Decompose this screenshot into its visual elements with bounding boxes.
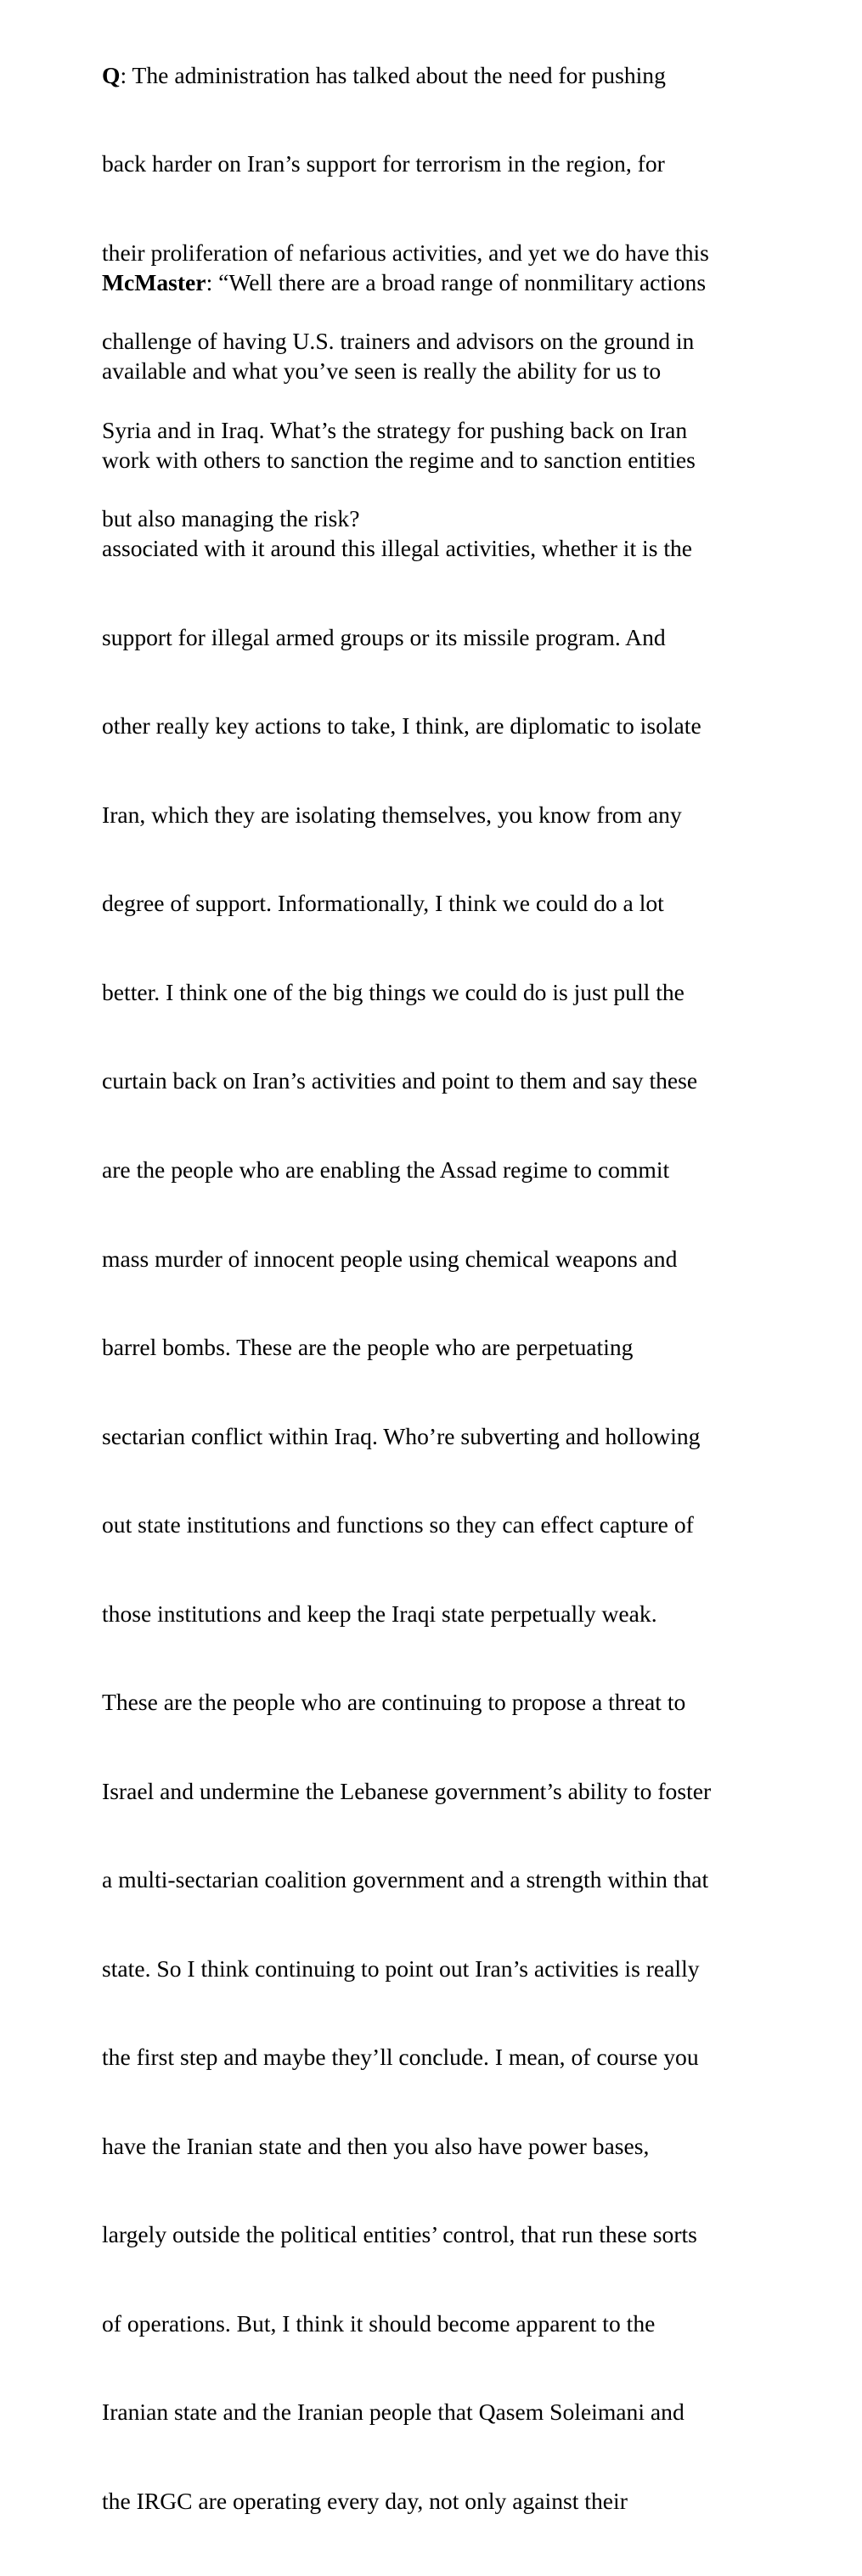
answer-line: better. I think one of the big things we could do is just pull the [102, 978, 685, 1005]
answer-line: the first step and maybe they’ll conclude. I mean, of course you [102, 2044, 699, 2071]
question-line: back harder on Iran’s support for terrorism in the region, for [102, 150, 665, 177]
answer-line: those institutions and keep the Iraqi state perpetually weak. [102, 1600, 657, 1627]
answer-first-line-text: : “Well there are a broad range of nonmilitary actions [206, 268, 707, 295]
answer-line: largely outside the political entities’ control, that run these sorts [102, 2221, 697, 2248]
answer-line: out state institutions and functions so they can effect capture of [102, 1511, 694, 1538]
question-line: Syria and in Iraq. What’s the strategy for pushing back on Iran [102, 416, 688, 443]
answer-line: degree of support. Informationally, I think we could do a lot [102, 890, 664, 917]
answer-line: have the Iranian state and then you also have power bases, [102, 2132, 650, 2159]
answer-speaker: McMaster [102, 268, 206, 295]
question-line: but also managing the risk? [102, 505, 360, 532]
answer-line: are the people who are enabling the Assad regime to commit [102, 1156, 670, 1183]
question-line: challenge of having U.S. trainers and advisors on the ground in [102, 328, 695, 355]
answer-line [102, 268, 711, 298]
answer-line: state. So I think continuing to point out Iran’s activities is really [102, 1954, 700, 1982]
answer-line: Iranian state and the Iranian people that Qasem Soleimani and [102, 2399, 685, 2426]
answer-line: the IRGC are operating every day, not only against their [102, 2487, 628, 2514]
answer-line: available and what you’ve seen is really the ability for us to [102, 357, 662, 385]
answer-line: of operations. But, I think it should become apparent to the [102, 2309, 656, 2337]
answer-line: Iran, which they are isolating themselves, you know from any [102, 801, 682, 828]
answer-paragraph [102, 209, 711, 2576]
answer-line: associated with it around this illegal activities, whether it is the [102, 535, 693, 562]
answer-line: curtain back on Iran’s activities and point to them and say these [102, 1067, 698, 1094]
question-line [102, 61, 709, 91]
question-speaker: Q [102, 61, 121, 88]
answer-line: mass murder of innocent people using chemical weapons and [102, 1245, 678, 1272]
answer-line: Israel and undermine the Lebanese government’s ability to foster [102, 1777, 712, 1804]
answer-line: a multi-sectarian coalition government and a strength within that [102, 1866, 709, 1893]
question-first-line-text: : The administration has talked about the need for pushing [120, 61, 666, 88]
answer-line: sectarian conflict within Iraq. Who’re subverting and hollowing [102, 1422, 701, 1449]
answer-line: support for illegal armed groups or its missile program. And [102, 623, 666, 650]
answer-line: These are the people who are continuing to propose a threat to [102, 1689, 686, 1716]
answer-line: barrel bombs. These are the people who are perpetuating [102, 1334, 634, 1361]
answer-line: other really key actions to take, I think, are diplomatic to isolate [102, 712, 701, 740]
question-line: their proliferation of nefarious activities, and yet we do have this [102, 239, 709, 266]
answer-line: work with others to sanction the regime and to sanction entities [102, 446, 696, 473]
